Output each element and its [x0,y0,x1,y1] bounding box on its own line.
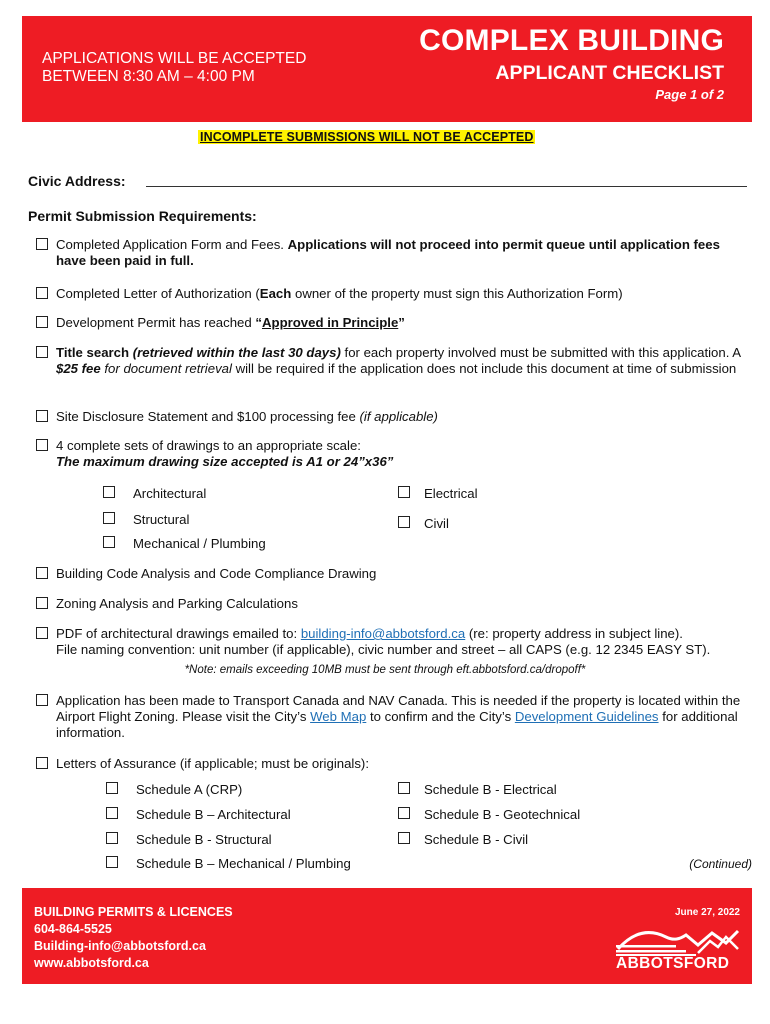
checkbox-schedule-b-mechanical[interactable] [106,856,118,868]
checkbox-assurance[interactable] [36,757,48,769]
checkbox-application[interactable] [36,238,48,250]
checkbox-structural[interactable] [103,512,115,524]
mountain-logo-icon [614,923,742,957]
checkbox-code-analysis[interactable] [36,567,48,579]
checkbox-schedule-b-structural[interactable] [106,832,118,844]
checkbox-civil[interactable] [398,516,410,528]
checkbox-schedule-b-electrical[interactable] [398,782,410,794]
phone-number: 604-864-5525 [34,922,112,936]
abbotsford-logo [614,923,742,979]
web-map-link[interactable]: Web Map [310,709,367,724]
logo-wordmark: ABBOTSFORD [616,955,730,972]
checkbox-electrical[interactable] [398,486,410,498]
development-guidelines-link[interactable]: Development Guidelines [514,709,659,724]
footer-banner [22,888,752,984]
document-subtitle: APPLICANT CHECKLIST [495,62,724,84]
checkbox-schedule-b-architectural[interactable] [106,807,118,819]
requirements-title: Permit Submission Requirements: [28,208,257,224]
contact-info [34,904,233,972]
hours-notice [42,50,306,86]
civic-address-label: Civic Address: [28,173,126,189]
checkbox-architectural[interactable] [103,486,115,498]
checkbox-drawings[interactable] [36,439,48,451]
checkbox-schedule-b-civil[interactable] [398,832,410,844]
hours-line-2: BETWEEN 8:30 AM – 4:00 PM [42,68,255,85]
website[interactable]: www.abbotsford.ca [34,956,149,970]
department-name: BUILDING PERMITS & LICENCES [34,905,233,919]
checkbox-transport-canada[interactable] [36,694,48,706]
continued-note: (Continued) [689,857,752,871]
checkbox-development-permit[interactable] [36,316,48,328]
hours-line-1: APPLICATIONS WILL BE ACCEPTED [42,50,307,67]
checkbox-pdf[interactable] [36,627,48,639]
header-banner [22,16,752,122]
civic-address-field[interactable] [146,186,747,187]
contact-email[interactable]: Building-info@abbotsford.ca [34,939,206,953]
checkbox-schedule-b-geotechnical[interactable] [398,807,410,819]
checkbox-schedule-a[interactable] [106,782,118,794]
document-title: COMPLEX BUILDING [419,24,724,57]
revision-date: June 27, 2022 [674,907,740,918]
email-size-note: *Note: emails exceeding 10MB must be sent through eft.abbotsford.ca/dropoff* [184,664,586,676]
incomplete-warning: INCOMPLETE SUBMISSIONS WILL NOT BE ACCEPTED [200,130,534,144]
checkbox-zoning[interactable] [36,597,48,609]
checkbox-title-search[interactable] [36,346,48,358]
page-number: Page 1 of 2 [655,87,724,102]
checkbox-site-disclosure[interactable] [36,410,48,422]
email-link[interactable]: building-info@abbotsford.ca [300,626,466,641]
checkbox-authorization[interactable] [36,287,48,299]
checkbox-mechanical[interactable] [103,536,115,548]
